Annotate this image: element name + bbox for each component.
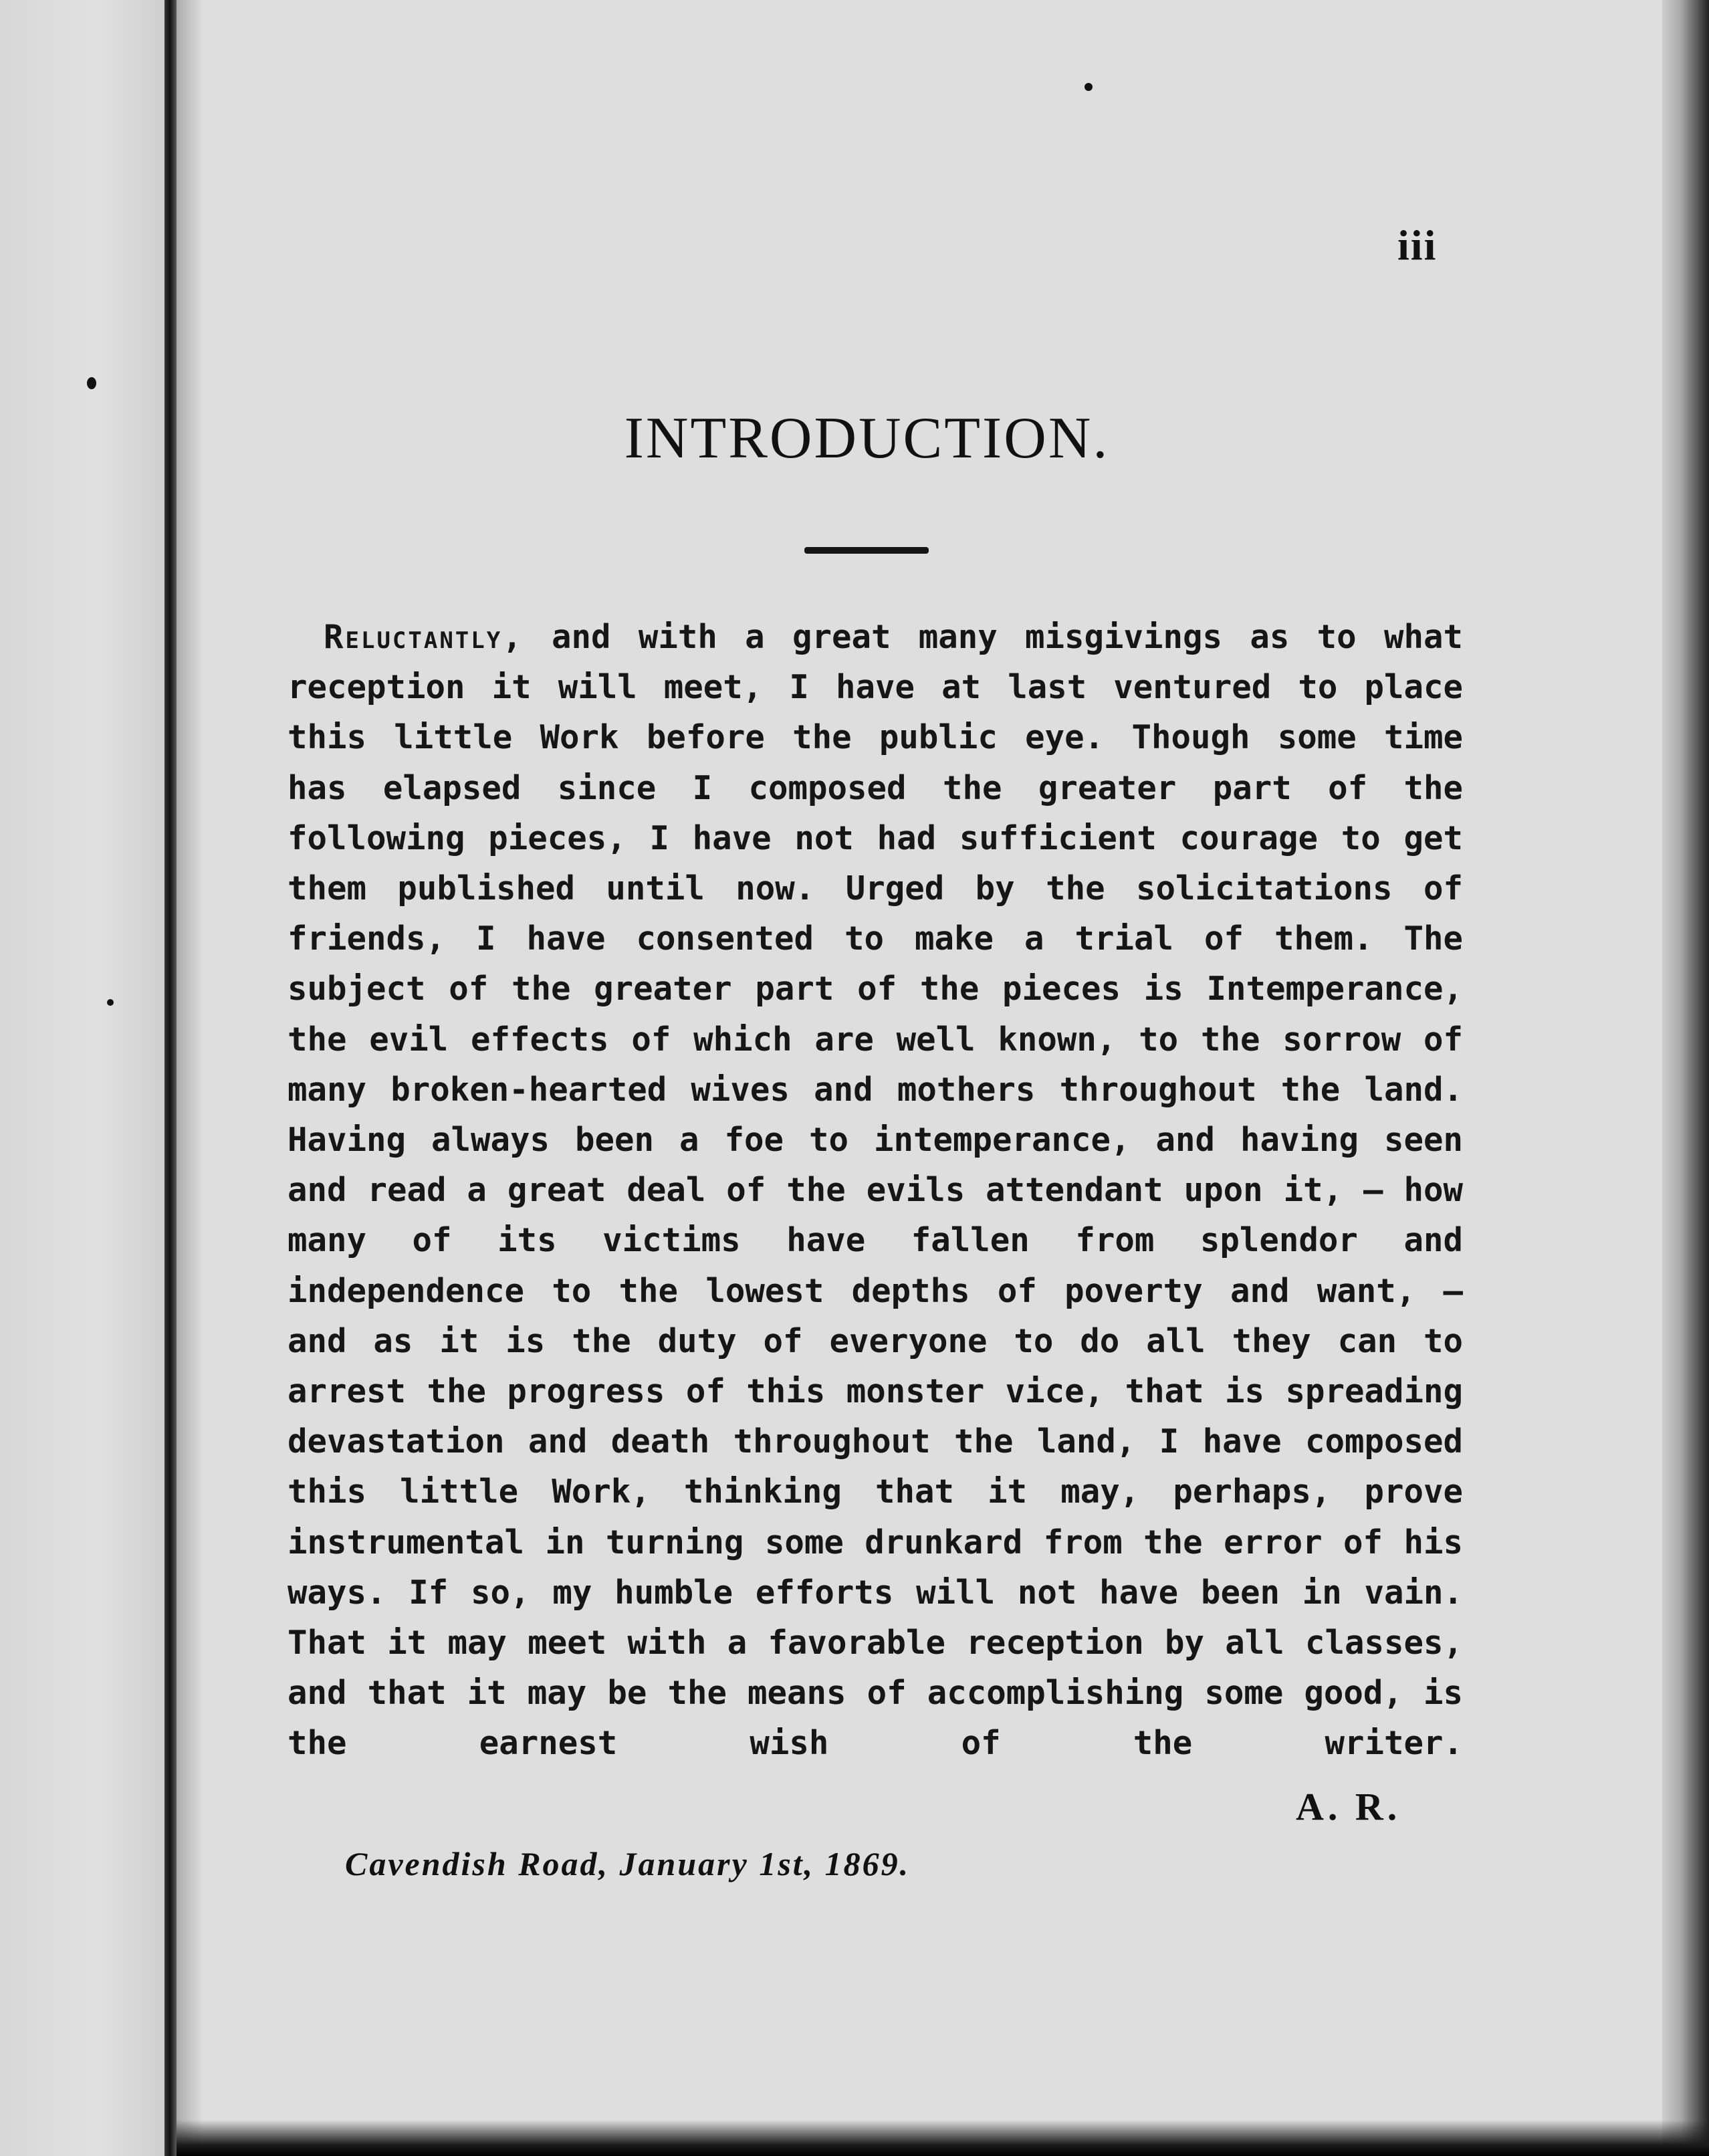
introduction-paragraph [288,612,1463,1769]
dateline: Cavendish Road, January 1st, 1869. [345,1845,911,1882]
lead-word: Reluctantly, [324,618,524,656]
title-rule [804,547,929,554]
ink-speck [87,377,96,389]
page-right-edge [1662,0,1709,2156]
gutter-shadow [177,0,203,2156]
facing-page-edge [0,0,164,2156]
ink-speck [107,999,114,1006]
ink-speck [1085,83,1093,91]
page-bottom-edge [177,2120,1709,2156]
binding-gutter [164,0,177,2156]
paragraph-text: and with a great many misgivings as to what reception it will meet, I have at last ventured to place this little Work before the public eye. Though some time has elapsed since I composed the greater part of the following pieces, I have not had sufficient courage to get them published until now. Urged by the solicitations of friends, I have consented to make a trial of them. The subject of the greater part of the pieces is Intemperance, the evil effects of which are well known, to the sorrow of many broken-hearted wives and mothers throughout the land. Having always been a foe to intemperance, and having seen and read a great deal of the evils attendant upon it, — how many of its victims have fallen from splendor and independence to the lowest depths of poverty and want, — and as it is the duty of everyone to do all they can to arrest the progress of this monster vice, that is spreading devastation and death throughout the land, I have composed this little Work, thinking that it may, perhaps, prove instrumental in turning some drunkard from the error of his ways. If so, my humble efforts will not have been in vain. That it may meet with a favorable reception by all classes, and that it may be the means of accomplishing some good, is the earnest wish of the writer. [288,618,1463,1763]
page-number: iii [1397,221,1438,269]
author-initials: A. R. [1296,1785,1401,1828]
page-title: INTRODUCTION. [624,406,1110,471]
